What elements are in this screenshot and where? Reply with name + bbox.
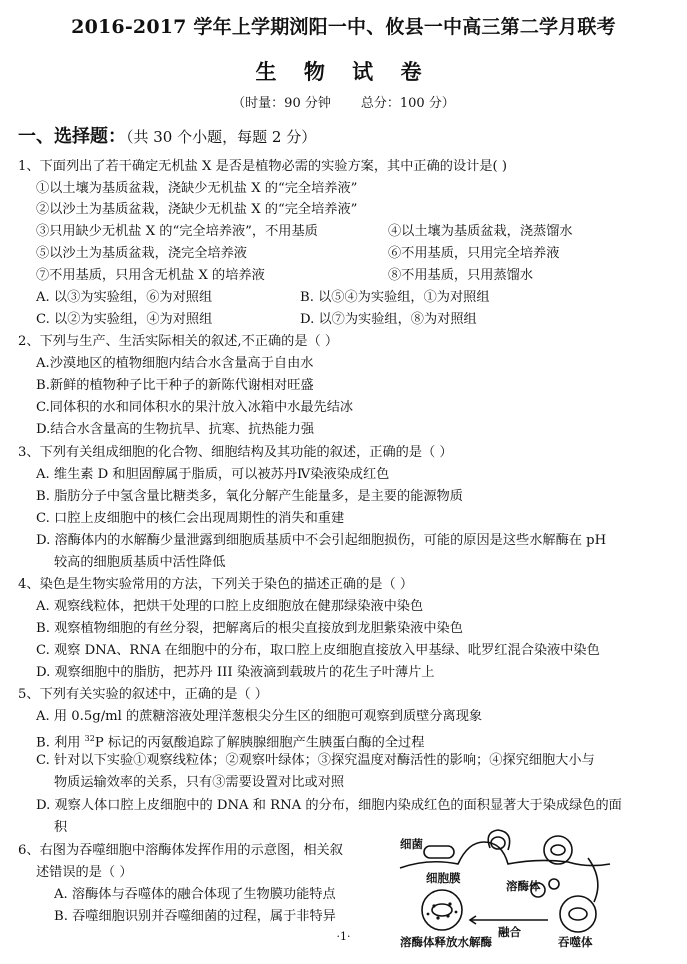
exam-title: 2016-2017 学年上学期浏阳一中、攸县一中高三第二学月联考 [71,16,616,38]
q6-stem: 6、右图为吞噬细胞中溶酶体发挥作用的示意图，相关叙 [18,843,343,858]
q4-option-b: B. 观察植物细胞的有丝分裂，把解离后的根尖直接放到龙胆紫染液中染色 [36,621,463,636]
q1-item-1: ①以土壤为基质盆栽，浇缺少无机盐 X 的“完全培养液” [36,181,358,196]
q1-stem: 1、下面列出了若干确定无机盐 X 是否是植物必需的实验方案，其中正确的设计是( ) [18,159,508,174]
bacterium-shape [424,846,454,858]
q2-stem: 2、下列与生产、生活实际相关的叙述,不正确的是（ ） [18,334,339,349]
section-note: （共 30 个小题，每题 2 分） [126,128,317,146]
section-heading [18,122,316,148]
phagosome-upper-content [551,845,565,855]
q4-option-a: A. 观察线粒体，把烘干处理的口腔上皮细胞放在健那绿染液中染色 [36,599,424,614]
q6-option-a: A. 溶酶体与吞噬体的融合体现了生物膜功能特点 [54,887,336,902]
phagosome-lower-content [569,908,587,920]
q6-stem-cont: 述错误的是（ ） [36,865,133,880]
q3-option-d-cont: 较高的细胞质基质中活性降低 [54,555,226,570]
q3-stem: 3、下列有关组成细胞的化合物、细胞结构及其功能的叙述，正确的是（ ） [18,445,453,460]
q1-item-7: ⑦不用基质，只用含无机盐 X 的培养液 [36,268,265,283]
q5-option-c: C. 针对以下实验①观察线粒体；②观察叶绿体；③探究温度对酶活性的影响；④探究细胞大小与 [36,753,595,768]
q4-option-c: C. 观察 DNA、RNA 在细胞中的分布，取口腔上皮细胞直接放入甲基绿、吡罗红混合染液中染色 [36,643,600,658]
label-lysosome: 溶酶体 [506,879,541,893]
q2-option-c: C.同体积的水和同体积水的果汁放入冰箱中水最先结冰 [36,400,354,415]
fused-body [422,890,462,930]
lysosome-circle-2 [549,879,559,889]
q1-item-6: ⑥不用基质，只用完全培养液 [388,246,560,261]
exam-subtitle: 生 物 试 卷 [255,59,432,84]
q1-option-c: C. 以②为实验组，④为对照组 [36,312,213,327]
q6-option-b: B. 吞噬细胞识别并吞噬细菌的过程，属于非特异 [54,909,336,924]
q4-stem: 4、染色是生物实验常用的方法，下列关于染色的描述正确的是（ ） [18,577,414,592]
total-score: 总分：100 分） [360,96,455,111]
q2-option-b: B.新鲜的植物种子比干种子的新陈代谢相对旺盛 [36,378,314,393]
q5-stem: 5、下列有关实验的叙述中，正确的是（ ） [18,687,268,702]
isotope-mass: 32 [84,734,95,743]
q5-option-d: D. 观察人体口腔上皮细胞中的 DNA 和 RNA 的分布，细胞内染成红色的面积显著大于染成绿色的面 [36,798,622,813]
q1-item-5: ⑤以沙土为基质盆栽，浇完全培养液 [36,246,247,261]
page-number: ·1· [336,930,351,943]
q5-option-b-text: P 标记的丙氨酸追踪了解胰腺细胞产生胰蛋白酶的全过程 [94,735,425,751]
q5-option-b-prefix: B. 利用 [36,735,85,751]
q5-option-c-cont: 物质运输效率的关系，只有③需要设置对比或对照 [54,775,345,790]
section-title: 一、选择题： [18,126,126,147]
label-fusion: 融合 [498,925,521,939]
q3-option-d: D. 溶酶体内的水解酶少量泄露到细胞质基质中不会引起细胞损伤，可能的原因是这些水解酶在 pH [36,533,607,548]
label-phagosome: 吞噬体 [558,935,593,949]
q1-option-d: D. 以⑦为实验组，⑧为对照组 [300,312,477,327]
arrow-path-right [588,858,598,902]
label-cell-membrane: 细胞膜 [426,871,461,885]
q1-item-4: ④以土壤为基质盆栽，浇蒸馏水 [388,224,573,239]
q2-option-d: D.结合水含量高的生物抗旱、抗寒、抗热能力强 [36,422,315,437]
q1-option-a: A. 以③为实验组，⑥为对照组 [36,290,213,305]
time-limit: （时量：90 分钟 [232,96,331,111]
q5-option-d-cont: 积 [54,820,68,835]
q3-option-a: A. 维生素 D 和胆固醇属于脂质，可以被苏丹Ⅳ染液染成红色 [36,467,390,482]
q5-option-a: A. 用 0.5g/ml 的蔗糖溶液处理洋葱根尖分生区的细胞可观察到质壁分离现象 [36,709,483,724]
phagosome-upper [544,836,572,864]
q3-option-c: C. 口腔上皮细胞中的核仁会出现周期性的消失和重建 [36,511,345,526]
q1-item-8: ⑧不用基质，只用蒸馏水 [388,268,534,283]
q4-option-d: D. 观察细胞中的脂肪，把苏丹 III 染液滴到载玻片的花生子叶薄片上 [36,665,435,680]
q5-option-b [36,729,424,753]
q2-option-a: A.沙漠地区的植物细胞内结合水含量高于自由水 [36,356,314,371]
label-bacteria: 细菌 [400,837,423,851]
phagosome-lower [560,896,596,932]
q1-item-3: ③只用缺少无机盐 X 的“完全培养液”，不用基质 [36,224,318,239]
label-enzyme-release: 溶酶体释放水解酶 [400,935,492,949]
q1-option-b: B. 以⑤④为实验组，①为对照组 [300,290,490,305]
q3-option-b: B. 脂肪分子中氢含量比糖类多，氧化分解产生能量多，是主要的能源物质 [36,489,463,504]
exam-meta [0,92,687,111]
q1-item-2: ②以沙土为基质盆栽，浇缺少无机盐 X 的“完全培养液” [36,202,358,217]
